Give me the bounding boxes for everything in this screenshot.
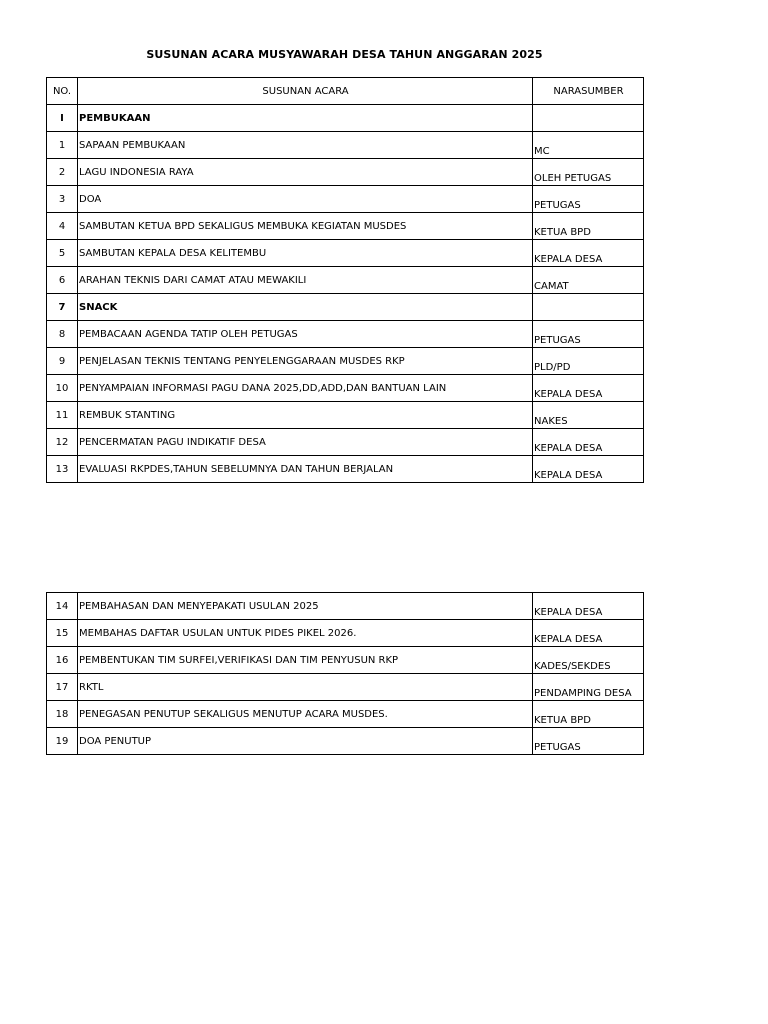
row-speaker: KADES/SEKDES (534, 661, 611, 672)
row-activity: PENYAMPAIAN INFORMASI PAGU DANA 2025,DD,ADD,DAN BANTUAN LAIN (78, 375, 533, 402)
row-speaker: MC (534, 146, 550, 157)
column-header-no: NO. (47, 78, 78, 105)
row-number: 2 (47, 159, 78, 186)
row-number: 19 (47, 728, 78, 755)
column-header-speaker: NARASUMBER (533, 78, 644, 105)
row-activity: PEMBUKAAN (78, 105, 533, 132)
row-activity: PENEGASAN PENUTUP SEKALIGUS MENUTUP ACARA MUSDES. (78, 701, 533, 728)
document-title: SUSUNAN ACARA MUSYAWARAH DESA TAHUN ANGGARAN 2025 (146, 48, 543, 61)
row-number: 12 (47, 429, 78, 456)
row-speaker-cell (533, 620, 644, 647)
section-row (47, 105, 644, 132)
row-speaker: KETUA BPD (534, 715, 591, 726)
row-activity: ARAHAN TEKNIS DARI CAMAT ATAU MEWAKILI (78, 267, 533, 294)
agenda-table-part-1 (46, 77, 644, 483)
row-speaker: KEPALA DESA (534, 634, 603, 645)
row-speaker: PETUGAS (534, 200, 581, 211)
row-speaker: KEPALA DESA (534, 443, 603, 454)
row-number: 7 (47, 294, 78, 321)
row-speaker: PLD/PD (534, 362, 571, 373)
row-speaker-cell (533, 647, 644, 674)
row-speaker: KETUA BPD (534, 227, 591, 238)
row-activity: PEMBENTUKAN TIM SURFEI,VERIFIKASI DAN TIM PENYUSUN RKP (78, 647, 533, 674)
row-speaker: NAKES (534, 416, 568, 427)
row-speaker-cell (533, 429, 644, 456)
row-speaker-cell (533, 674, 644, 701)
row-speaker-cell (533, 240, 644, 267)
table-row (47, 186, 644, 213)
row-speaker-cell (533, 267, 644, 294)
table-row (47, 348, 644, 375)
row-number: 9 (47, 348, 78, 375)
table-row (47, 132, 644, 159)
row-activity: PENCERMATAN PAGU INDIKATIF DESA (78, 429, 533, 456)
row-speaker-cell (533, 132, 644, 159)
row-speaker-cell (533, 593, 644, 620)
row-activity: DOA PENUTUP (78, 728, 533, 755)
row-number: 13 (47, 456, 78, 483)
row-number: 11 (47, 402, 78, 429)
row-number: 3 (47, 186, 78, 213)
row-number: 1 (47, 132, 78, 159)
row-speaker: KEPALA DESA (534, 254, 603, 265)
row-number: 15 (47, 620, 78, 647)
row-activity: LAGU INDONESIA RAYA (78, 159, 533, 186)
row-speaker-cell (533, 348, 644, 375)
table-row (47, 456, 644, 483)
row-activity: RKTL (78, 674, 533, 701)
table-row (47, 674, 644, 701)
row-number: 14 (47, 593, 78, 620)
table-row (47, 321, 644, 348)
table-row (47, 159, 644, 186)
row-activity: REMBUK STANTING (78, 402, 533, 429)
row-number: I (47, 105, 78, 132)
row-speaker-cell (533, 213, 644, 240)
table-row (47, 728, 644, 755)
section-row (47, 294, 644, 321)
row-speaker-cell (533, 375, 644, 402)
row-speaker-cell (533, 402, 644, 429)
table-row (47, 701, 644, 728)
row-speaker-cell (533, 728, 644, 755)
agenda-table-part-2 (46, 592, 644, 755)
row-number: 5 (47, 240, 78, 267)
table-row (47, 375, 644, 402)
row-speaker-cell (533, 294, 644, 321)
row-speaker (534, 308, 643, 320)
row-activity: SNACK (78, 294, 533, 321)
row-number: 4 (47, 213, 78, 240)
row-speaker: OLEH PETUGAS (534, 173, 612, 184)
table-row (47, 267, 644, 294)
row-number: 10 (47, 375, 78, 402)
row-number: 8 (47, 321, 78, 348)
column-header-activity: SUSUNAN ACARA (78, 78, 533, 105)
row-number: 16 (47, 647, 78, 674)
row-speaker-cell (533, 701, 644, 728)
row-activity: SAMBUTAN KETUA BPD SEKALIGUS MEMBUKA KEGIATAN MUSDES (78, 213, 533, 240)
row-speaker-cell (533, 456, 644, 483)
row-speaker: KEPALA DESA (534, 607, 603, 618)
row-activity: MEMBAHAS DAFTAR USULAN UNTUK PIDES PIKEL 2026. (78, 620, 533, 647)
row-number: 18 (47, 701, 78, 728)
row-activity: PEMBACAAN AGENDA TATIP OLEH PETUGAS (78, 321, 533, 348)
row-speaker: KEPALA DESA (534, 470, 603, 481)
table-row (47, 240, 644, 267)
row-speaker (534, 119, 643, 131)
row-speaker-cell (533, 186, 644, 213)
table-row (47, 593, 644, 620)
row-speaker: KEPALA DESA (534, 389, 603, 400)
row-activity: PENJELASAN TEKNIS TENTANG PENYELENGGARAAN MUSDES RKP (78, 348, 533, 375)
table-header-row (47, 78, 644, 105)
table-row (47, 213, 644, 240)
table-row (47, 647, 644, 674)
table-row (47, 402, 644, 429)
row-speaker-cell (533, 105, 644, 132)
row-speaker: PENDAMPING DESA (534, 688, 632, 699)
row-speaker-cell (533, 159, 644, 186)
row-activity: SAMBUTAN KEPALA DESA KELITEMBU (78, 240, 533, 267)
row-speaker-cell (533, 321, 644, 348)
row-activity: SAPAAN PEMBUKAAN (78, 132, 533, 159)
row-activity: EVALUASI RKPDES,TAHUN SEBELUMNYA DAN TAHUN BERJALAN (78, 456, 533, 483)
row-speaker: PETUGAS (534, 742, 581, 753)
table-row (47, 620, 644, 647)
row-number: 6 (47, 267, 78, 294)
row-speaker: PETUGAS (534, 335, 581, 346)
row-activity: DOA (78, 186, 533, 213)
row-speaker: CAMAT (534, 281, 569, 292)
row-number: 17 (47, 674, 78, 701)
table-row (47, 429, 644, 456)
row-activity: PEMBAHASAN DAN MENYEPAKATI USULAN 2025 (78, 593, 533, 620)
